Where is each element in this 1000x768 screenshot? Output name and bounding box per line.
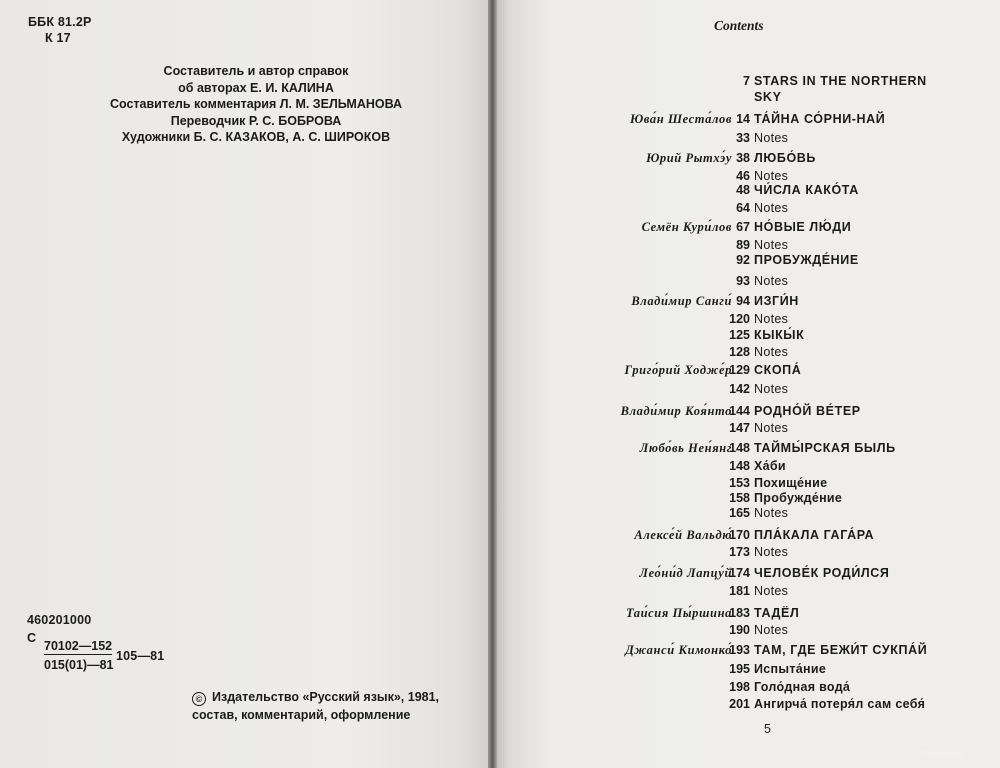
toc-page-number: 201 <box>729 697 750 711</box>
toc-page-number: 153 <box>729 476 750 490</box>
toc-page-number: 93 <box>736 274 750 288</box>
toc-page-number: 89 <box>736 238 750 252</box>
toc-title: ПРОБУЖДЕ́НИЕ <box>754 253 859 267</box>
toc-title: Notes <box>754 274 789 288</box>
copyright-line: состав, комментарий, оформление <box>192 708 411 722</box>
toc-page-number: 125 <box>729 328 750 342</box>
toc-entry[interactable] <box>700 151 990 165</box>
imprint-line: Составитель комментария Л. М. ЗЕЛЬМАНОВА <box>109 97 403 111</box>
toc-title: Notes <box>754 421 789 435</box>
catalog-code-suffix: 105—81 <box>116 649 165 663</box>
toc-title: Notes <box>754 545 789 559</box>
toc-entry[interactable] <box>700 363 990 377</box>
toc-title: ЧЕЛОВЕ́К РОДИ́ЛСЯ <box>754 566 890 580</box>
toc-title: Notes <box>754 238 789 252</box>
toc-title: ПЛА́КАЛА ГАГА́РА <box>754 528 875 542</box>
toc-page-number: 181 <box>729 584 750 598</box>
toc-title: Notes <box>754 169 789 183</box>
toc-entry[interactable] <box>700 606 990 620</box>
toc-page-number: 147 <box>729 421 750 435</box>
toc-entry[interactable] <box>700 506 990 520</box>
toc-page-number: 173 <box>729 545 750 559</box>
toc-page-number: 174 <box>729 566 750 580</box>
imprint-line: Переводчик Р. С. БОБРОВА <box>170 113 342 128</box>
toc-page-number: 120 <box>729 312 750 326</box>
toc-title: ЛЮБО́ВЬ <box>754 151 816 165</box>
toc-page-number: 129 <box>729 363 750 377</box>
toc-title: Notes <box>754 201 789 215</box>
toc-page-number: 48 <box>736 183 750 197</box>
toc-author: Джанси́ Кимонко́ <box>625 643 732 657</box>
toc-title: Notes <box>754 382 789 396</box>
toc-page-number: 144 <box>729 404 750 418</box>
toc-title: Notes <box>754 345 789 359</box>
toc-entry[interactable] <box>700 662 990 676</box>
copyright-line: Издательство «Русский язык», 1981, <box>212 690 440 704</box>
toc-author: Юва́н Шеста́лов <box>629 112 732 126</box>
page-number: 5 <box>764 722 771 736</box>
copyright-icon: © <box>192 692 206 706</box>
toc-title: Ха́би <box>754 459 786 473</box>
toc-page-number: 7 <box>743 74 750 88</box>
toc-title: Notes <box>754 131 789 145</box>
toc-page-number: 190 <box>729 623 750 637</box>
toc-author: Григо́рий Ходже́р <box>624 363 732 377</box>
toc-page-number: 67 <box>736 220 750 234</box>
toc-entry[interactable] <box>700 528 990 542</box>
toc-title: ТАДЁЛ <box>754 606 800 620</box>
toc-entry[interactable] <box>700 169 990 183</box>
toc-page-number: 148 <box>729 441 750 455</box>
toc-entry[interactable] <box>700 238 990 252</box>
contents-title: Contents <box>714 18 764 33</box>
toc-author: Любо́вь Нен́янг <box>639 441 732 455</box>
toc-page-number: 46 <box>736 169 750 183</box>
toc-title: КЫКЫ́К <box>754 328 805 342</box>
toc-entry[interactable] <box>700 459 990 473</box>
toc-page-number: 33 <box>736 131 750 145</box>
toc-title: СКОПА́ <box>754 363 802 377</box>
toc-title: Пробужде́ние <box>754 491 843 505</box>
toc-page-number: 165 <box>729 506 750 520</box>
toc-page-number: 183 <box>729 606 750 620</box>
toc-title: ЧИ́СЛА КАКО́ТА <box>754 183 859 197</box>
toc-page-number: 128 <box>729 345 750 359</box>
toc-title: Notes <box>754 584 789 598</box>
toc-author: Семён Кури́лов <box>641 220 732 234</box>
toc-page-number: 158 <box>729 491 750 505</box>
toc-entry[interactable] <box>700 491 990 505</box>
toc-entry[interactable] <box>700 112 990 126</box>
toc-entry[interactable] <box>700 566 990 580</box>
toc-title-continuation: SKY <box>754 90 782 104</box>
toc-entry[interactable] <box>700 220 990 234</box>
toc-title: ИЗГИ́Н <box>754 294 799 308</box>
toc-entry[interactable] <box>700 183 990 197</box>
toc-entry[interactable] <box>700 404 990 418</box>
toc-page-number: 64 <box>736 201 750 215</box>
catalog-code-letter: С <box>27 631 37 645</box>
toc-page-number: 193 <box>729 643 750 657</box>
toc-entry[interactable] <box>700 74 990 104</box>
catalog-code-number: 460201000 <box>27 613 92 627</box>
toc-page-number: 170 <box>729 528 750 542</box>
toc-entry[interactable] <box>700 312 990 326</box>
toc-author: Таи́сия Пы́ршина <box>625 606 732 620</box>
watermark: www.ay.by <box>920 748 965 759</box>
imprint-line: Художники Б. С. КАЗАКОВ, А. С. ШИРОКОВ <box>121 130 391 144</box>
imprint-line: Составитель и автор справок <box>163 64 349 78</box>
toc-title: Голо́дная вода́ <box>754 680 851 694</box>
toc-entry[interactable] <box>700 421 990 435</box>
toc-author: Юрий Рытхэ́у <box>646 151 732 165</box>
toc-entry[interactable] <box>700 545 990 559</box>
toc-entry[interactable] <box>700 697 990 711</box>
toc-author: Алексе́й Вальдю́ <box>634 528 732 542</box>
toc-entry[interactable] <box>700 253 990 267</box>
author-mark: К 17 <box>45 31 71 45</box>
toc-entry[interactable] <box>700 328 990 342</box>
toc-page-number: 148 <box>729 459 750 473</box>
toc-entry[interactable] <box>700 680 990 694</box>
toc-title: Ангирча́ потеря́л сам себя́ <box>754 697 926 711</box>
toc-page-number: 14 <box>736 112 750 126</box>
toc-title: Notes <box>754 506 789 520</box>
toc-page-number: 142 <box>729 382 750 396</box>
toc-entry[interactable] <box>700 382 990 396</box>
toc-title: Notes <box>754 623 789 637</box>
toc-entry[interactable] <box>700 131 990 145</box>
toc-page-number: 195 <box>729 662 750 676</box>
toc-title: ТА́ЙНА СО́РНИ-НАЙ <box>754 112 886 126</box>
catalog-code-denominator: 015(01)—81 <box>44 658 114 672</box>
toc-entry[interactable] <box>700 643 990 657</box>
toc-title: Notes <box>754 312 789 326</box>
toc-author: Влади́мир Санги́ <box>631 294 732 308</box>
toc-author: Влади́мир Коя́нто <box>620 404 732 418</box>
toc-author: Лео́ни́д Лапцу́й <box>639 566 732 580</box>
toc-page-number: 94 <box>736 294 750 308</box>
toc-entry[interactable] <box>700 441 990 455</box>
toc-entry[interactable] <box>700 476 990 490</box>
bbk-code: ББК 81.2Р <box>28 15 92 29</box>
toc-page-number: 38 <box>736 151 750 165</box>
toc-entry[interactable] <box>700 201 990 215</box>
toc-title: ТАМ, ГДЕ БЕЖИ́Т СУКПА́Й <box>754 643 928 657</box>
toc-title: РОДНО́Й ВЕ́ТЕР <box>754 404 861 418</box>
toc-page-number: 92 <box>736 253 750 267</box>
toc-page-number: 198 <box>729 680 750 694</box>
catalog-code-numerator: 70102—152 <box>44 639 113 653</box>
toc-title: ТАЙМЫ́РСКАЯ БЫЛЬ <box>754 441 896 455</box>
toc-entry[interactable] <box>700 294 990 308</box>
toc-title: Испыта́ние <box>754 662 827 676</box>
toc-entry[interactable] <box>700 345 990 359</box>
imprint-line: об авторах Е. И. КАЛИНА <box>178 80 334 95</box>
toc-title: STARS IN THE NORTHERN <box>754 74 927 88</box>
toc-entry[interactable] <box>700 274 990 288</box>
toc-entry[interactable] <box>700 623 990 637</box>
toc-title: Похище́ние <box>754 476 828 490</box>
toc-entry[interactable] <box>700 584 990 598</box>
toc-title: НО́ВЫЕ ЛЮ́ДИ <box>754 220 852 234</box>
